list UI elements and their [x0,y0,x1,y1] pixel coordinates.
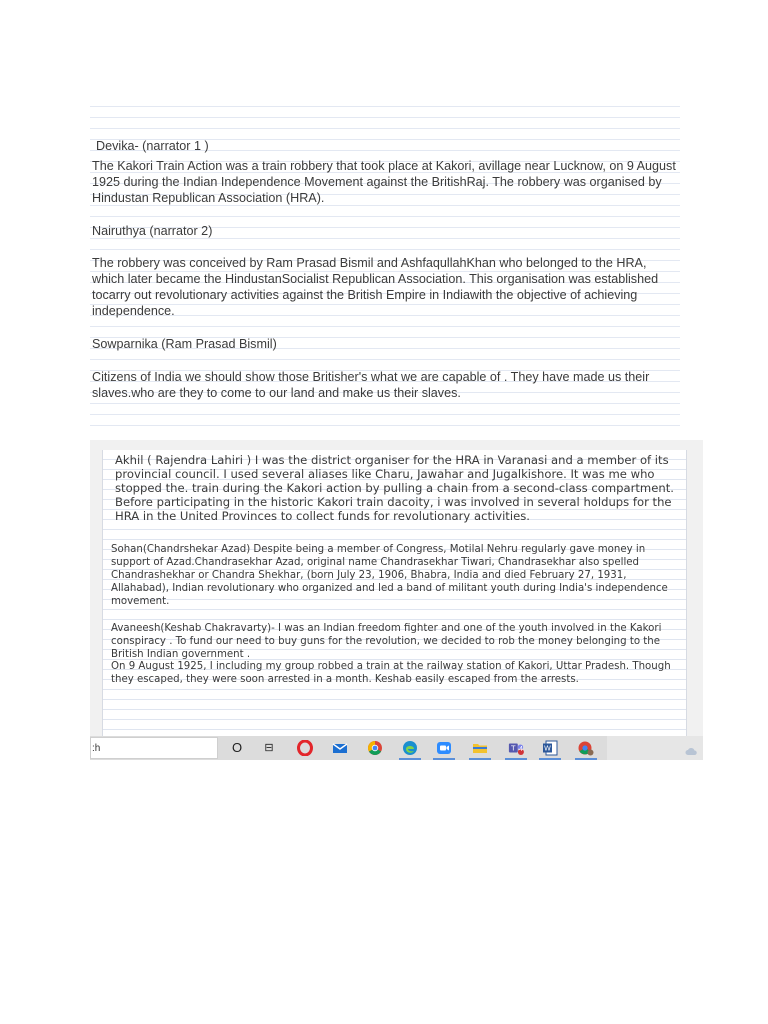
system-tray [607,736,703,760]
edge-icon[interactable] [402,740,418,756]
taskbar-search-input[interactable]: :h [90,737,218,759]
opera-icon[interactable] [297,740,313,756]
narrator1-heading: Devika- (narrator 1 ) [96,139,209,153]
teams-icon[interactable] [508,740,524,756]
screenshot-region [90,440,703,736]
svg-text:T: T [511,743,516,753]
chrome-profile-icon[interactable] [578,740,594,756]
bismil-paragraph: Citizens of India we should show those Britisher's what we are capable of . They have made us their slaves.who are they to come to our land and make us their slaves. [92,370,650,400]
narrator2-paragraph: The robbery was conceived by Ram Prasad Bismil and AshfaqullahKhan who belonged to the HRA, which later became the HindustanSocialist Republican Association. This organisation was established tocarry out revolutionary activities against the British Empire in Indiawith the objective of achieving independence. [92,256,659,318]
bismil-heading: Sowparnika (Ram Prasad Bismil) [92,337,277,351]
task-view-icon[interactable]: ⊟ [264,742,274,754]
teams-badge-count: 4 [519,746,523,753]
chrome-icon[interactable] [367,740,383,756]
word-icon[interactable] [542,740,558,756]
avaneesh-paragraph-2: On 9 August 1925, I including my group robbed a train at the railway station of Kakori, Uttar Pradesh. Though they escaped, they were soon arrested in a month. Keshab easily escaped from the arrests. [111,661,671,685]
narrator2-heading: Nairuthya (narrator 2) [92,224,213,238]
file-explorer-icon[interactable] [472,740,488,756]
cortana-icon[interactable]: O [231,740,243,755]
lined-sheet [102,450,687,736]
akhil-paragraph: Akhil ( Rajendra Lahiri ) I was the district organiser for the HRA in Varanasi and a member of its provincial council. I used several aliases like Charu, Jawahar and Jugalkishore. It was me who stopped the. train during the Kakori action by pulling a chain from a second-class compartment. Before participating in the historic Kakori train dacoity, i was involved in several holdups for the HRA in the United Provinces to collect funds for revolutionary activities. [115,453,674,523]
sohan-paragraph: Sohan(Chandrshekar Azad) Despite being a member of Congress, Motilal Nehru regularly gave money in support of Azad.Chandrasekhar Azad, original name Chandrasekhar Tiwari, Chandrasekhar also spelled Chandrashekhar or Chandra Shekhar, (born July 23, 1906, Bhabra, India and died February 27, 1931, Allahabad), Indian revolutionary who organized and led a band of militant youth during India's independence movement. [111,544,668,607]
upper-lined-page [90,96,680,426]
zoom-icon[interactable] [436,740,452,756]
narrator1-paragraph: The Kakori Train Action was a train robbery that took place at Kakori, avillage near Lucknow, on 9 August 1925 during the Indian Independence Movement against the BritishRaj. The robbery was organised by Hindustan Republican Association (HRA). [92,159,676,205]
cloud-tray-icon[interactable] [685,743,697,753]
avaneesh-paragraph: Avaneesh(Keshab Chakravarty)- I was an Indian freedom fighter and one of the youth involved in the Kakori conspiracy . To fund our need to buy guns for the revolution, we decided to rob the money belonging to the British Indian government . [111,623,662,660]
taskbar [90,736,703,760]
mail-icon[interactable] [332,740,348,756]
svg-text:W: W [544,744,551,753]
